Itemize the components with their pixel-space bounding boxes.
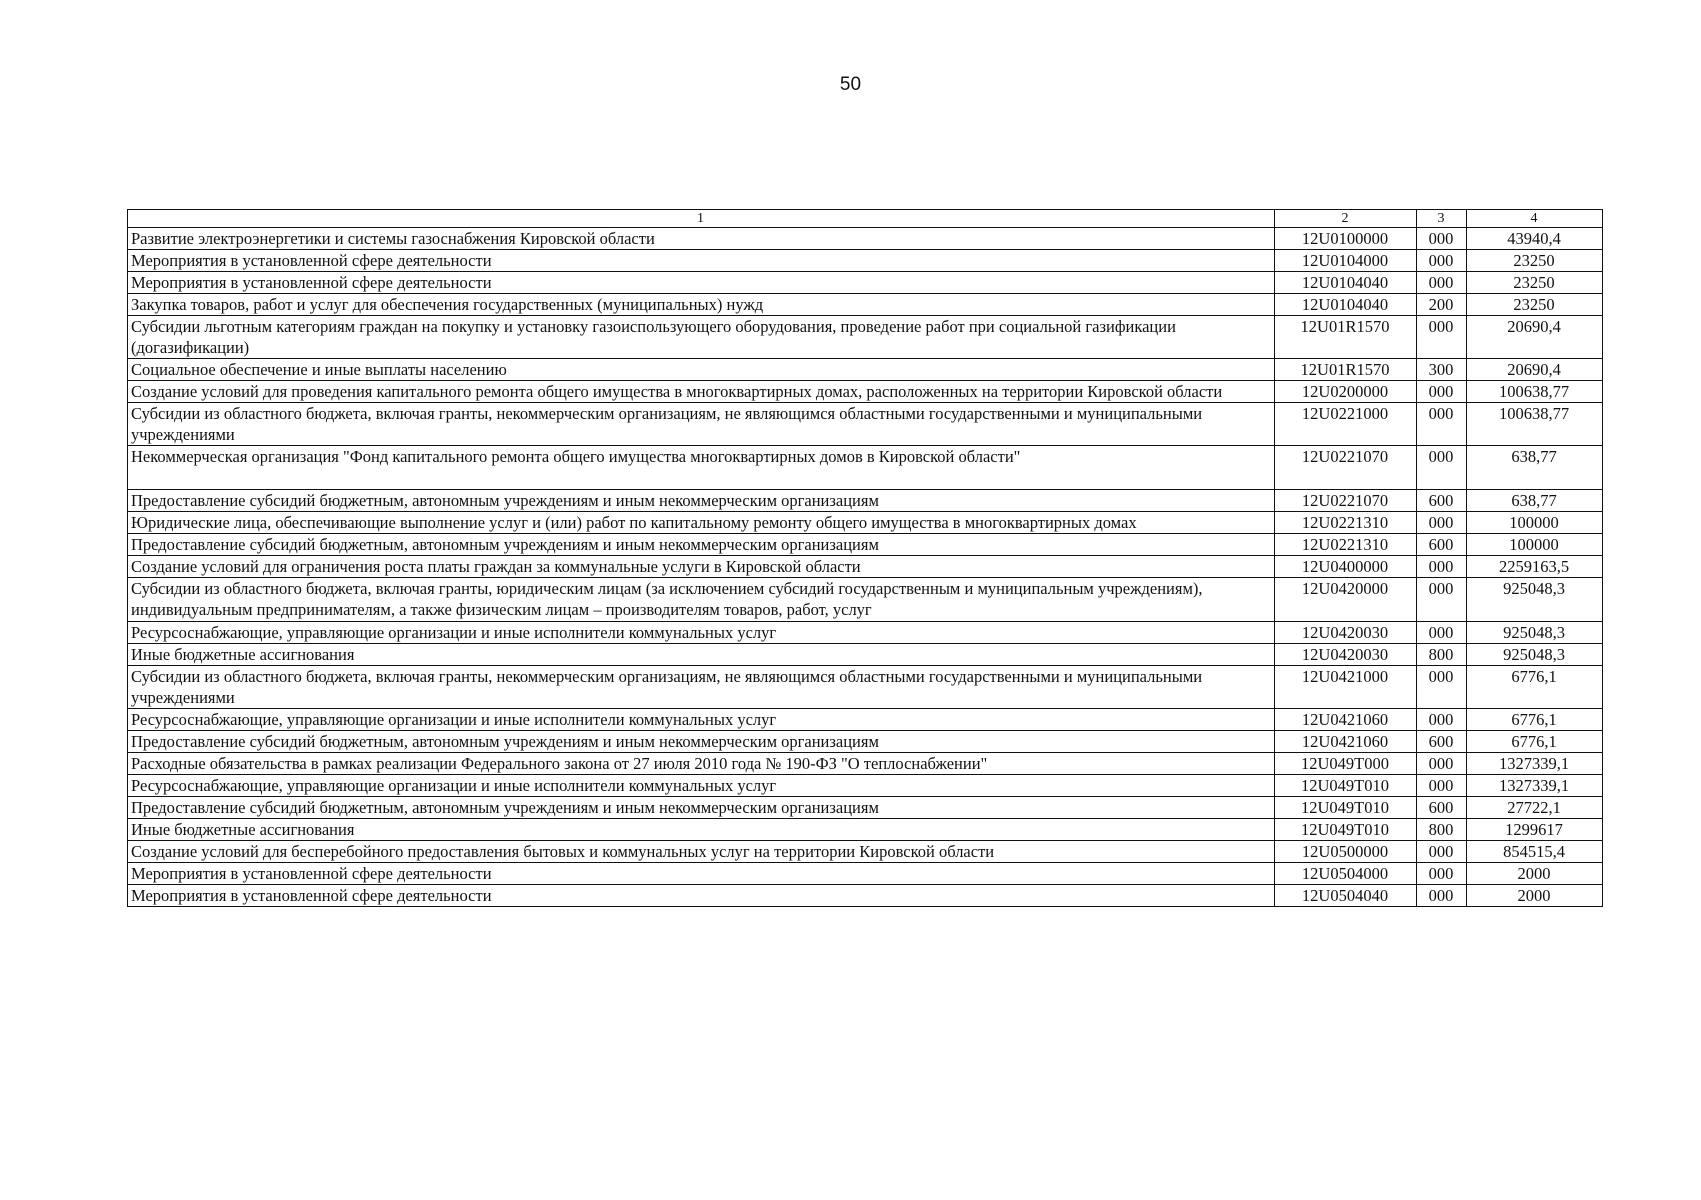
table-body bbox=[128, 228, 1603, 907]
row-name-cell: Развитие электроэнергетики и системы газоснабжения Кировской области bbox=[128, 228, 1275, 250]
budget-table bbox=[127, 209, 1603, 907]
row-amount-cell: 20690,4 bbox=[1467, 316, 1603, 359]
row-code-cell: 12U0420030 bbox=[1275, 622, 1417, 644]
table-row bbox=[128, 753, 1603, 775]
table-row bbox=[128, 578, 1603, 622]
row-amount-cell: 6776,1 bbox=[1467, 666, 1603, 709]
row-expense-type-cell: 000 bbox=[1417, 512, 1467, 534]
row-expense-type-cell: 600 bbox=[1417, 797, 1467, 819]
row-code-cell: 12U0421000 bbox=[1275, 666, 1417, 709]
row-expense-type-cell: 000 bbox=[1417, 666, 1467, 709]
row-name-cell: Юридические лица, обеспечивающие выполнение услуг и (или) работ по капитальному ремонту общего имущества в многоквартирных домах bbox=[128, 512, 1275, 534]
row-code-cell: 12U01R1570 bbox=[1275, 359, 1417, 381]
row-name-cell: Предоставление субсидий бюджетным, автономным учреждениям и иным некоммерческим организациям bbox=[128, 490, 1275, 512]
row-name-cell: Ресурсоснабжающие, управляющие организации и иные исполнители коммунальных услуг bbox=[128, 622, 1275, 644]
row-name-cell: Иные бюджетные ассигнования bbox=[128, 819, 1275, 841]
row-code-cell: 12U0421060 bbox=[1275, 709, 1417, 731]
row-name-cell: Создание условий для бесперебойного предоставления бытовых и коммунальных услуг на территории Кировской области bbox=[128, 841, 1275, 863]
row-code-cell: 12U01R1570 bbox=[1275, 316, 1417, 359]
row-name-cell: Предоставление субсидий бюджетным, автономным учреждениям и иным некоммерческим организациям bbox=[128, 534, 1275, 556]
row-code-cell: 12U049T000 bbox=[1275, 753, 1417, 775]
row-code-cell: 12U0221070 bbox=[1275, 490, 1417, 512]
row-expense-type-cell: 000 bbox=[1417, 228, 1467, 250]
row-code-cell: 12U0420030 bbox=[1275, 644, 1417, 666]
row-expense-type-cell: 600 bbox=[1417, 731, 1467, 753]
row-code-cell: 12U0221310 bbox=[1275, 534, 1417, 556]
row-expense-type-cell: 000 bbox=[1417, 775, 1467, 797]
row-amount-cell: 23250 bbox=[1467, 294, 1603, 316]
table-row bbox=[128, 534, 1603, 556]
row-expense-type-cell: 000 bbox=[1417, 403, 1467, 446]
row-amount-cell: 1327339,1 bbox=[1467, 775, 1603, 797]
row-amount-cell: 100000 bbox=[1467, 534, 1603, 556]
table-row bbox=[128, 294, 1603, 316]
row-amount-cell: 638,77 bbox=[1467, 446, 1603, 490]
row-name-cell: Создание условий для проведения капитального ремонта общего имущества в многоквартирных домах, расположенных на территории Кировской области bbox=[128, 381, 1275, 403]
row-expense-type-cell: 000 bbox=[1417, 863, 1467, 885]
row-amount-cell: 1299617 bbox=[1467, 819, 1603, 841]
row-expense-type-cell: 800 bbox=[1417, 644, 1467, 666]
table-row bbox=[128, 250, 1603, 272]
row-code-cell: 12U0421060 bbox=[1275, 731, 1417, 753]
row-amount-cell: 6776,1 bbox=[1467, 709, 1603, 731]
row-amount-cell: 23250 bbox=[1467, 272, 1603, 294]
row-expense-type-cell: 000 bbox=[1417, 578, 1467, 622]
row-name-cell: Закупка товаров, работ и услуг для обеспечения государственных (муниципальных) нужд bbox=[128, 294, 1275, 316]
row-code-cell: 12U049T010 bbox=[1275, 797, 1417, 819]
row-amount-cell: 2259163,5 bbox=[1467, 556, 1603, 578]
row-name-cell: Мероприятия в установленной сфере деятельности bbox=[128, 885, 1275, 907]
row-name-cell: Ресурсоснабжающие, управляющие организации и иные исполнители коммунальных услуг bbox=[128, 775, 1275, 797]
table-row bbox=[128, 819, 1603, 841]
row-expense-type-cell: 800 bbox=[1417, 819, 1467, 841]
table-row bbox=[128, 885, 1603, 907]
row-name-cell: Создание условий для ограничения роста платы граждан за коммунальные услуги в Кировской области bbox=[128, 556, 1275, 578]
row-code-cell: 12U0221000 bbox=[1275, 403, 1417, 446]
row-amount-cell: 100000 bbox=[1467, 512, 1603, 534]
row-amount-cell: 925048,3 bbox=[1467, 578, 1603, 622]
column-header-4: 4 bbox=[1467, 210, 1603, 228]
row-expense-type-cell: 600 bbox=[1417, 490, 1467, 512]
table-row bbox=[128, 666, 1603, 709]
row-amount-cell: 638,77 bbox=[1467, 490, 1603, 512]
column-header-2: 2 bbox=[1275, 210, 1417, 228]
column-header-3: 3 bbox=[1417, 210, 1467, 228]
row-expense-type-cell: 300 bbox=[1417, 359, 1467, 381]
table-row bbox=[128, 841, 1603, 863]
column-header-1: 1 bbox=[128, 210, 1275, 228]
table-row bbox=[128, 709, 1603, 731]
row-expense-type-cell: 000 bbox=[1417, 885, 1467, 907]
row-amount-cell: 6776,1 bbox=[1467, 731, 1603, 753]
row-code-cell: 12U0420000 bbox=[1275, 578, 1417, 622]
table-row bbox=[128, 316, 1603, 359]
row-code-cell: 12U0221310 bbox=[1275, 512, 1417, 534]
table-header-row bbox=[128, 210, 1603, 228]
page-number: 50 bbox=[839, 74, 862, 95]
table-row bbox=[128, 797, 1603, 819]
row-amount-cell: 854515,4 bbox=[1467, 841, 1603, 863]
row-expense-type-cell: 000 bbox=[1417, 446, 1467, 490]
row-code-cell: 12U0104040 bbox=[1275, 294, 1417, 316]
row-expense-type-cell: 000 bbox=[1417, 381, 1467, 403]
table-row bbox=[128, 359, 1603, 381]
row-name-cell: Субсидии льготным категориям граждан на покупку и установку газоиспользующего оборудования, проведение работ при социальной газификации (догазификации) bbox=[128, 316, 1275, 359]
row-name-cell: Ресурсоснабжающие, управляющие организации и иные исполнители коммунальных услуг bbox=[128, 709, 1275, 731]
row-expense-type-cell: 000 bbox=[1417, 556, 1467, 578]
table-row bbox=[128, 731, 1603, 753]
table-row bbox=[128, 556, 1603, 578]
row-expense-type-cell: 200 bbox=[1417, 294, 1467, 316]
row-code-cell: 12U0200000 bbox=[1275, 381, 1417, 403]
table-row bbox=[128, 446, 1603, 490]
row-amount-cell: 43940,4 bbox=[1467, 228, 1603, 250]
table-row bbox=[128, 775, 1603, 797]
row-code-cell: 12U0400000 bbox=[1275, 556, 1417, 578]
row-amount-cell: 925048,3 bbox=[1467, 644, 1603, 666]
row-amount-cell: 925048,3 bbox=[1467, 622, 1603, 644]
row-expense-type-cell: 000 bbox=[1417, 250, 1467, 272]
row-code-cell: 12U0100000 bbox=[1275, 228, 1417, 250]
row-code-cell: 12U049T010 bbox=[1275, 819, 1417, 841]
row-expense-type-cell: 000 bbox=[1417, 272, 1467, 294]
row-expense-type-cell: 000 bbox=[1417, 753, 1467, 775]
row-expense-type-cell: 600 bbox=[1417, 534, 1467, 556]
row-name-cell: Субсидии из областного бюджета, включая гранты, юридическим лицам (за исключением субсидий государственным и муниципальным учреждениям), индивидуальным предпринимателям, а также физическим лицам – производителям товаров, работ, услуг bbox=[128, 578, 1275, 622]
row-code-cell: 12U0504000 bbox=[1275, 863, 1417, 885]
row-code-cell: 12U0104000 bbox=[1275, 250, 1417, 272]
row-amount-cell: 2000 bbox=[1467, 863, 1603, 885]
table-row bbox=[128, 512, 1603, 534]
row-expense-type-cell: 000 bbox=[1417, 841, 1467, 863]
row-name-cell: Мероприятия в установленной сфере деятельности bbox=[128, 863, 1275, 885]
row-amount-cell: 2000 bbox=[1467, 885, 1603, 907]
row-amount-cell: 100638,77 bbox=[1467, 403, 1603, 446]
row-code-cell: 12U0104040 bbox=[1275, 272, 1417, 294]
table-row bbox=[128, 381, 1603, 403]
row-name-cell: Мероприятия в установленной сфере деятельности bbox=[128, 272, 1275, 294]
row-code-cell: 12U0504040 bbox=[1275, 885, 1417, 907]
row-name-cell: Социальное обеспечение и иные выплаты населению bbox=[128, 359, 1275, 381]
row-name-cell: Предоставление субсидий бюджетным, автономным учреждениям и иным некоммерческим организациям bbox=[128, 797, 1275, 819]
row-name-cell: Расходные обязательства в рамках реализации Федерального закона от 27 июля 2010 года № 190-ФЗ "О теплоснабжении" bbox=[128, 753, 1275, 775]
table-row bbox=[128, 228, 1603, 250]
row-amount-cell: 27722,1 bbox=[1467, 797, 1603, 819]
row-code-cell: 12U0500000 bbox=[1275, 841, 1417, 863]
row-expense-type-cell: 000 bbox=[1417, 622, 1467, 644]
row-expense-type-cell: 000 bbox=[1417, 709, 1467, 731]
row-name-cell: Иные бюджетные ассигнования bbox=[128, 644, 1275, 666]
row-code-cell: 12U049T010 bbox=[1275, 775, 1417, 797]
table-row bbox=[128, 490, 1603, 512]
row-code-cell: 12U0221070 bbox=[1275, 446, 1417, 490]
row-name-cell: Предоставление субсидий бюджетным, автономным учреждениям и иным некоммерческим организациям bbox=[128, 731, 1275, 753]
table-row bbox=[128, 644, 1603, 666]
row-amount-cell: 20690,4 bbox=[1467, 359, 1603, 381]
row-amount-cell: 23250 bbox=[1467, 250, 1603, 272]
row-name-cell: Субсидии из областного бюджета, включая гранты, некоммерческим организациям, не являющимся областными государственными и муниципальными учреждениями bbox=[128, 666, 1275, 709]
table-row bbox=[128, 622, 1603, 644]
table-row bbox=[128, 403, 1603, 446]
row-expense-type-cell: 000 bbox=[1417, 316, 1467, 359]
table-row bbox=[128, 272, 1603, 294]
row-name-cell: Мероприятия в установленной сфере деятельности bbox=[128, 250, 1275, 272]
table-row bbox=[128, 863, 1603, 885]
row-name-cell: Некоммерческая организация "Фонд капитального ремонта общего имущества многоквартирных домов в Кировской области" bbox=[128, 446, 1275, 490]
row-amount-cell: 100638,77 bbox=[1467, 381, 1603, 403]
row-amount-cell: 1327339,1 bbox=[1467, 753, 1603, 775]
row-name-cell: Субсидии из областного бюджета, включая гранты, некоммерческим организациям, не являющимся областными государственными и муниципальными учреждениями bbox=[128, 403, 1275, 446]
